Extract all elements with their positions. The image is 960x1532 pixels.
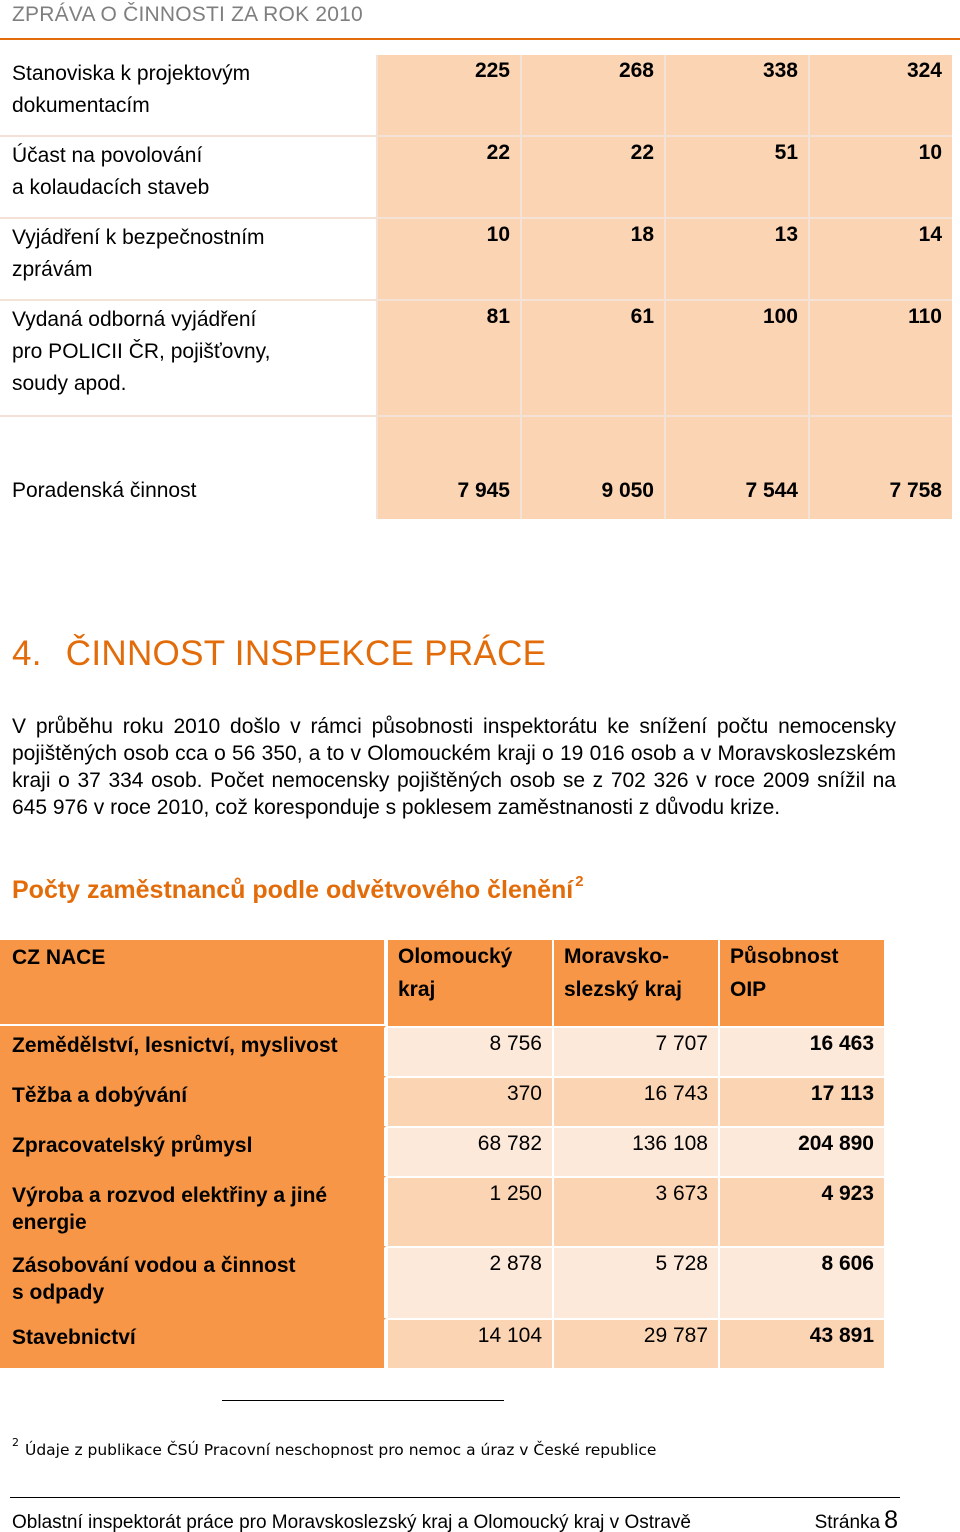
total-cell: 16 463 (718, 1026, 884, 1076)
page-footer (12, 1506, 898, 1532)
value-cell: 16 743 (552, 1076, 718, 1126)
activity-table (0, 55, 952, 519)
table-row (0, 1076, 886, 1126)
table-header-row (0, 940, 886, 1026)
value-cell: 8 756 (386, 1026, 552, 1076)
footnote-number: 2 (12, 1436, 19, 1449)
page-number: 8 (884, 1506, 898, 1532)
value-cell: 7 945 (457, 479, 510, 502)
row-label: Poradenská činnost (0, 463, 376, 519)
section-paragraph: V průběhu roku 2010 došlo v rámci působnosti inspektorátu ke snížení počtu nemocensky pojištěných osob cca o 56 350, a to v Olomouckém kraji o 19 016 osob a v Moravskoslezském kraji o 37 334 osob. Počet nemocensky pojištěných osob se z 702 326 v roce 2009 snížil na 645 976 v roce 2010, což koresponduje s poklesem zaměstnanosti z důvodu krize. (12, 715, 896, 819)
footer-divider (10, 1497, 900, 1498)
value-cell: 5 728 (552, 1246, 718, 1318)
value-cell: 14 (808, 219, 952, 299)
value-cell: 14 104 (386, 1318, 552, 1368)
total-cell: 204 890 (718, 1126, 884, 1176)
value-cell: 51 (664, 137, 808, 217)
section-number: 4. (12, 634, 42, 673)
total-cell: 17 113 (718, 1076, 884, 1126)
value-cell: 10 (808, 137, 952, 217)
section-title: ČINNOST INSPEKCE PRÁCE (65, 634, 547, 673)
footnote-text: Údaje z publikace ČSÚ Pracovní neschopnost pro nemoc a úraz v České republice (25, 1441, 657, 1459)
row-label: Zemědělství, lesnictví, myslivost (0, 1026, 386, 1076)
value-cell: 136 108 (552, 1126, 718, 1176)
footer-organization: Oblastní inspektorát práce pro Moravskoslezský kraj a Olomoucký kraj v Ostravě (12, 1512, 691, 1532)
value-cell: 100 (664, 301, 808, 415)
row-label: Zásobování vodou a činnost s odpady (0, 1246, 386, 1318)
table-row (0, 1176, 886, 1246)
value-cell: 68 782 (386, 1126, 552, 1176)
row-label: Vyjádření k bezpečnostním zprávám (0, 219, 376, 299)
footnote-divider (222, 1400, 504, 1401)
row-label: Těžba a dobývání (0, 1076, 386, 1126)
column-header: CZ NACE (0, 940, 386, 1026)
table-row (0, 55, 952, 137)
value-cell: 81 (486, 305, 510, 328)
value-cell: 7 758 (808, 463, 952, 519)
column-header: Moravsko- slezský kraj (552, 940, 718, 1026)
header-divider (0, 38, 960, 40)
footnote-reference: 2 (575, 873, 584, 890)
row-label: Vydaná odborná vyjádření pro POLICII ČR, pojišťovny, soudy apod. (0, 301, 376, 415)
row-label: Účast na povolování a kolaudacích staveb (0, 137, 376, 217)
table-row (0, 301, 952, 417)
table-row (0, 137, 952, 219)
value-cell: 338 (664, 55, 808, 135)
value-cell: 61 (520, 301, 664, 415)
row-label: Stavebnictví (0, 1318, 386, 1368)
value-cell: 110 (808, 301, 952, 415)
value-cell: 18 (520, 219, 664, 299)
table-spacer-row (0, 417, 952, 463)
table-row (0, 1026, 886, 1076)
employees-table (0, 940, 886, 1368)
value-cell: 22 (520, 137, 664, 217)
column-header: Působnost OIP (718, 940, 884, 1026)
value-cell: 10 (486, 223, 510, 246)
row-label: Zpracovatelský průmysl (0, 1126, 386, 1176)
value-cell: 22 (486, 141, 510, 164)
total-cell: 43 891 (718, 1318, 884, 1368)
value-cell: 9 050 (520, 463, 664, 519)
value-cell: 225 (474, 59, 510, 82)
value-cell: 2 878 (386, 1246, 552, 1318)
employees-heading: Počty zaměstnanců podle odvětvového členění $^2$ (12, 873, 584, 904)
table-row (0, 1318, 886, 1368)
footnote (12, 1436, 656, 1459)
value-cell: 13 (664, 219, 808, 299)
value-cell: 7 544 (664, 463, 808, 519)
table-row (0, 1126, 886, 1176)
page-indicator: Stránka 8 (814, 1506, 898, 1532)
value-cell: 370 (386, 1076, 552, 1126)
page-header-title: ZPRÁVA O ČINNOSTI ZA ROK 2010 (12, 3, 363, 26)
value-cell: 3 673 (552, 1176, 718, 1246)
row-label: Výroba a rozvod elektřiny a jiné energie (0, 1176, 386, 1246)
table-row (0, 463, 952, 519)
row-label: Stanoviska k projektovým dokumentacím (0, 55, 376, 135)
table-row (0, 219, 952, 301)
table-row (0, 1246, 886, 1318)
section-heading (12, 634, 546, 674)
value-cell: 324 (808, 55, 952, 135)
total-cell: 4 923 (718, 1176, 884, 1246)
value-cell: 268 (520, 55, 664, 135)
column-header: Olomoucký kraj (386, 940, 552, 1026)
value-cell: 7 707 (552, 1026, 718, 1076)
total-cell: 8 606 (718, 1246, 884, 1318)
value-cell: 29 787 (552, 1318, 718, 1368)
value-cell: 1 250 (386, 1176, 552, 1246)
